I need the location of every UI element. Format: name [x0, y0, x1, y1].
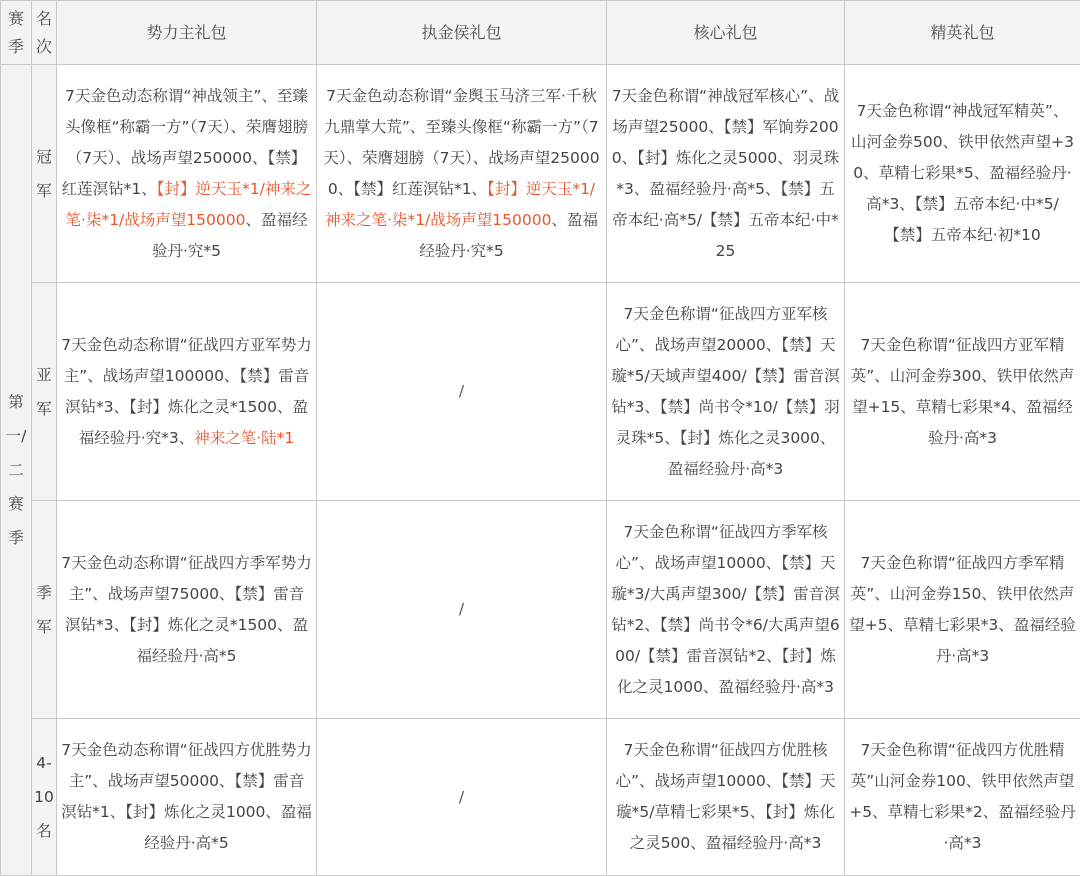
lord-pack-cell [57, 501, 317, 719]
rank-label: 冠军 [32, 65, 57, 283]
highlight-reward-text: 神来之笔·陆*1 [194, 429, 294, 447]
highlight-reward-text: 【封】逆天玉*1/神来之笔·柒*1/战场声望150000 [325, 180, 595, 229]
season-label: 第一/二赛季 [1, 65, 32, 876]
header-season: 赛季 [1, 1, 32, 65]
elite-pack-cell: 7天金色称谓“征战四方亚军精英”、山河金券300、铁甲依然声望+15、草精七彩果*4、盈福经验丹·高*3 [845, 283, 1080, 501]
lord-pack-cell [57, 283, 317, 501]
marquis-pack-cell [317, 65, 607, 283]
reward-text: 7天金色动态称谓“金舆玉马济三军·千秋九鼎掌大荒”、至臻头像框“称霸一方”（7天）、荣膺翅膀（7天）、战场声望250000、【禁】红莲溟钻*1、 [323, 87, 599, 198]
core-pack-cell: 7天金色称谓“征战四方季军核心”、战场声望10000、【禁】天璇*3/大禹声望300/【禁】雷音溟钻*2、【禁】尚书令*6/大禹声望600/【禁】雷音溟钻*2、【封】炼化之灵1000、盈福经验丹·高*3 [607, 501, 845, 719]
table-row [1, 501, 1080, 719]
reward-text: 7天金色动态称谓“征战四方优胜势力主”、战场声望50000、【禁】雷音溟钻*1、【封】炼化之灵1000、盈福经验丹·高*5 [61, 741, 312, 852]
marquis-pack-cell: / [317, 283, 607, 501]
lord-pack-cell [57, 719, 317, 876]
header-marquis-pack: 执金侯礼包 [317, 1, 607, 65]
highlight-reward-text: 【封】逆天玉*1/神来之笔·柒*1/战场声望150000 [66, 180, 312, 229]
header-row [1, 1, 1080, 65]
reward-text: 7天金色动态称谓“神战领主”、至臻头像框“称霸一方”（7天）、荣膺翅膀（7天）、战场声望250000、【禁】红莲溟钻*1、 [62, 87, 308, 198]
core-pack-cell: 7天金色称谓“神战冠军核心”、战场声望25000、【禁】军饷券2000、【封】炼化之灵5000、羽灵珠*3、盈福经验丹·高*5、【禁】五帝本纪·高*5/【禁】五帝本纪·中*25 [607, 65, 845, 283]
header-rank: 名次 [32, 1, 57, 65]
marquis-pack-cell: / [317, 719, 607, 876]
elite-pack-cell: 7天金色称谓“神战冠军精英”、山河金券500、铁甲依然声望+30、草精七彩果*5、盈福经验丹·高*3、【禁】五帝本纪·中*5/【禁】五帝本纪·初*10 [845, 65, 1080, 283]
header-core-pack: 核心礼包 [607, 1, 845, 65]
header-lord-pack: 势力主礼包 [57, 1, 317, 65]
core-pack-cell: 7天金色称谓“征战四方优胜核心”、战场声望10000、【禁】天璇*5/草精七彩果*5、【封】炼化之灵500、盈福经验丹·高*3 [607, 719, 845, 876]
reward-text: 、盈福经验丹·究*5 [152, 211, 308, 260]
reward-text: 7天金色动态称谓“征战四方季军势力主”、战场声望75000、【禁】雷音溟钻*3、【封】炼化之灵*1500、盈福经验丹·高*5 [61, 554, 311, 665]
table-row [1, 283, 1080, 501]
elite-pack-cell: 7天金色称谓“征战四方季军精英”、山河金券150、铁甲依然声望+5、草精七彩果*3、盈福经验丹·高*3 [845, 501, 1080, 719]
rank-label: 4-10名 [32, 719, 57, 876]
core-pack-cell: 7天金色称谓“征战四方亚军核心”、战场声望20000、【禁】天璇*5/天域声望400/【禁】雷音溟钻*3、【禁】尚书令*10/【禁】羽灵珠*5、【封】炼化之灵3000、盈福经验丹·高*3 [607, 283, 845, 501]
lord-pack-cell [57, 65, 317, 283]
table-row [1, 719, 1080, 876]
reward-text: 7天金色动态称谓“征战四方亚军势力主”、战场声望100000、【禁】雷音溟钻*3、【封】炼化之灵*1500、盈福经验丹·究*3、 [61, 336, 311, 447]
header-elite-pack: 精英礼包 [845, 1, 1080, 65]
rank-label: 亚军 [32, 283, 57, 501]
reward-text: 、盈福经验丹·究*5 [419, 211, 598, 260]
elite-pack-cell: 7天金色称谓“征战四方优胜精英”山河金券100、铁甲依然声望+5、草精七彩果*2、盈福经验丹·高*3 [845, 719, 1080, 876]
rank-label: 季军 [32, 501, 57, 719]
table-row [1, 65, 1080, 283]
marquis-pack-cell: / [317, 501, 607, 719]
